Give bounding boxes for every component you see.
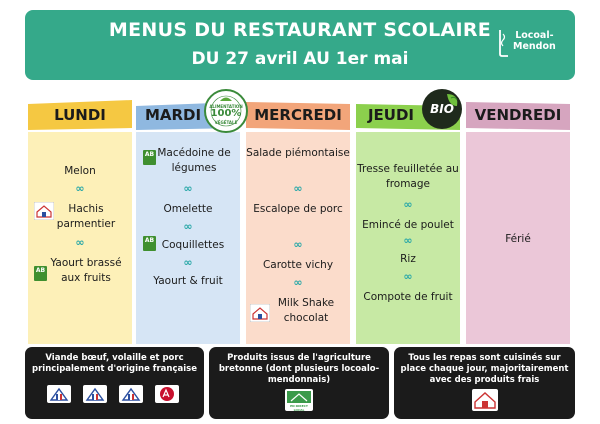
footer-box-breton-agriculture: Produits issus de l'agriculture bretonne (dont plusieurs locoalo-mendonnais) EN DIRECT LOCAL bbox=[209, 347, 389, 419]
menu-panel bbox=[246, 132, 350, 344]
menu-item: Escalope de porc bbox=[253, 203, 343, 215]
separator: ∞ bbox=[293, 182, 303, 195]
menu-item: Tresse feuilletée au fromage bbox=[357, 163, 459, 190]
en-direct-local-icon: EN DIRECT LOCAL bbox=[285, 389, 313, 411]
separator: ∞ bbox=[403, 270, 413, 283]
separator: ∞ bbox=[403, 198, 413, 211]
day-header-mercredi bbox=[246, 100, 350, 130]
label-rouge-icon bbox=[155, 385, 179, 403]
page-title: MENUS DU RESTAURANT SCOLAIRE bbox=[108, 19, 492, 41]
bio-stamp: BIO bbox=[421, 88, 463, 130]
menu-item: Emincé de poulet bbox=[362, 219, 454, 231]
day-name: JEUDI bbox=[367, 106, 415, 124]
separator: ∞ bbox=[403, 234, 413, 247]
menu-item: Salade piémontaise bbox=[246, 147, 350, 159]
menu-item: Yaourt & fruit bbox=[153, 275, 223, 287]
logo-line2: Mendon bbox=[513, 41, 556, 52]
separator: ∞ bbox=[75, 236, 85, 249]
day-name: MERCREDI bbox=[254, 106, 342, 124]
menu-item: Riz bbox=[400, 253, 416, 265]
menu-item: Compote de fruit bbox=[363, 291, 453, 303]
wave-icon bbox=[497, 28, 511, 58]
separator: ∞ bbox=[293, 276, 303, 289]
menu-item: Yaourt brassé aux fruits bbox=[50, 257, 122, 284]
header-banner bbox=[25, 10, 575, 80]
separator: ∞ bbox=[183, 256, 193, 269]
menu-item: Coquillettes bbox=[161, 239, 225, 251]
menu-item: Macédoine de légumes bbox=[157, 147, 231, 174]
separator: ∞ bbox=[75, 182, 85, 195]
organic-ab-icon: AB bbox=[143, 150, 156, 165]
menu-panel bbox=[356, 132, 460, 344]
organic-ab-icon: AB bbox=[34, 266, 47, 281]
day-header-vendredi bbox=[466, 100, 570, 130]
vegetal-100-stamp: ALIMENTATION 100% VÉGÉTALE bbox=[203, 88, 249, 134]
menu-panel bbox=[136, 132, 240, 344]
day-name: VENDREDI bbox=[474, 106, 562, 124]
organic-ab-icon: AB bbox=[143, 236, 156, 251]
fait-maison-icon bbox=[472, 389, 498, 411]
porc-francais-icon bbox=[119, 385, 143, 403]
date-range: DU 27 avril AU 1er mai bbox=[191, 49, 409, 69]
menu-item: Férié bbox=[505, 233, 531, 245]
footer-box-meat-origin: Viande bœuf, volaille et porc principalement d'origine française bbox=[25, 347, 204, 419]
separator: ∞ bbox=[183, 220, 193, 233]
menu-panel bbox=[466, 132, 570, 344]
separator: ∞ bbox=[293, 238, 303, 251]
volaille-francaise-icon bbox=[83, 385, 107, 403]
menu-item: Milk Shake chocolat bbox=[277, 297, 335, 324]
separator: ∞ bbox=[183, 182, 193, 195]
viande-bovine-francaise-icon bbox=[47, 385, 71, 403]
day-name: MARDI bbox=[144, 106, 202, 124]
menu-item: Carotte vichy bbox=[262, 259, 334, 271]
day-header-lundi bbox=[28, 100, 132, 130]
menu-item: Omelette bbox=[163, 203, 213, 215]
menu-item: Melon bbox=[64, 165, 96, 177]
logo-line1: Locoal- bbox=[515, 30, 554, 41]
footer-box-homemade: Tous les repas sont cuisinés sur place chaque jour, majoritairement avec des produits frais bbox=[394, 347, 575, 419]
menu-item: Hachis parmentier bbox=[56, 203, 116, 230]
locoal-mendon-logo bbox=[497, 24, 561, 64]
day-name: LUNDI bbox=[54, 106, 106, 124]
menu-panel bbox=[28, 132, 132, 344]
